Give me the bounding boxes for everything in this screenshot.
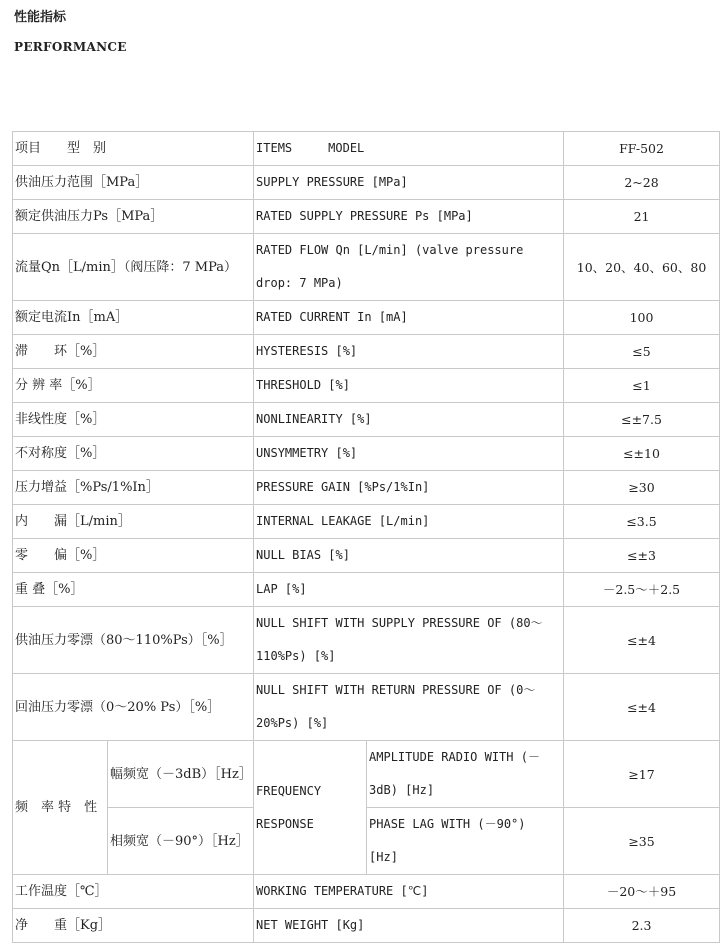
table-row [13, 200, 720, 234]
freq-amplitude-label-en: AMPLITUDE RADIO WITH (－3dB) [Hz] [367, 741, 564, 808]
table-row [13, 301, 720, 335]
table-row [13, 335, 720, 369]
freq-group-label-cn: 频 率 特 性 [13, 741, 108, 875]
performance-table [12, 131, 720, 943]
row-value: FF-502 [564, 132, 720, 166]
freq-amplitude-label-cn: 幅频宽（－3dB）［Hz］ [108, 741, 254, 808]
table-row [13, 909, 720, 943]
table-row [13, 471, 720, 505]
row-label-cn: 供油压力范围［MPa］ [13, 166, 254, 200]
row-value: ≤±10 [564, 437, 720, 471]
row-value: 100 [564, 301, 720, 335]
freq-phase-value: ≥35 [564, 808, 720, 875]
row-label-cn: 项目 型 别 [13, 132, 254, 166]
freq-group-label-en: FREQUENCY RESPONSE [254, 741, 367, 875]
row-label-cn: 内 漏［L/min］ [13, 505, 254, 539]
freq-phase-label-en: PHASE LAG WITH (－90°) [Hz] [367, 808, 564, 875]
table-row [13, 369, 720, 403]
row-label-cn: 分 辨 率［%］ [13, 369, 254, 403]
table-row-frequency-amplitude [13, 741, 720, 808]
table-row [13, 166, 720, 200]
row-label-cn: 供油压力零漂（80～110%Ps）［%］ [13, 607, 254, 674]
table-row [13, 674, 720, 741]
row-label-en: UNSYMMETRY [%] [254, 437, 564, 471]
table-row [13, 573, 720, 607]
row-value: ≤5 [564, 335, 720, 369]
row-label-cn: 流量Qn［L/min］（阀压降：7 MPa） [13, 234, 254, 301]
table-row [13, 505, 720, 539]
row-value: ≥30 [564, 471, 720, 505]
row-value: ≤±4 [564, 607, 720, 674]
row-label-en: THRESHOLD [%] [254, 369, 564, 403]
row-label-cn: 非线性度［%］ [13, 403, 254, 437]
row-label-en: SUPPLY PRESSURE [MPa] [254, 166, 564, 200]
row-label-cn: 重 叠［%］ [13, 573, 254, 607]
row-label-cn: 额定电流In［mA］ [13, 301, 254, 335]
row-label-en: RATED FLOW Qn [L/min] (valve pressure drop: 7 MPa) [254, 234, 564, 301]
row-label-en: ITEMS MODEL [254, 132, 564, 166]
row-value: ≤3.5 [564, 505, 720, 539]
row-label-en: NONLINEARITY [%] [254, 403, 564, 437]
row-value: 2.3 [564, 909, 720, 943]
row-value: －2.5～＋2.5 [564, 573, 720, 607]
row-label-cn: 压力增益［%Ps/1%In］ [13, 471, 254, 505]
row-value: ≤1 [564, 369, 720, 403]
row-label-en: RATED SUPPLY PRESSURE Ps [MPa] [254, 200, 564, 234]
row-label-cn: 回油压力零漂（0～20% Ps）［%］ [13, 674, 254, 741]
row-label-en: NULL SHIFT WITH RETURN PRESSURE OF (0～20%Ps) [%] [254, 674, 564, 741]
section-title-en: PERFORMANCE [14, 40, 127, 54]
freq-phase-label-cn: 相频宽（－90°）［Hz］ [108, 808, 254, 875]
row-value: 2~28 [564, 166, 720, 200]
row-label-cn: 滞 环［%］ [13, 335, 254, 369]
table-row [13, 234, 720, 301]
table-row [13, 875, 720, 909]
table-row [13, 403, 720, 437]
row-label-cn: 工作温度［℃］ [13, 875, 254, 909]
section-title-cn: 性能指标 [14, 10, 67, 25]
row-label-en: PRESSURE GAIN [%Ps/1%In] [254, 471, 564, 505]
table-row-frequency-phase [13, 808, 720, 875]
table-row [13, 132, 720, 166]
row-label-cn: 零 偏［%］ [13, 539, 254, 573]
row-value: ≤±3 [564, 539, 720, 573]
row-value: 10、20、40、60、80 [564, 234, 720, 301]
row-value: ≤±4 [564, 674, 720, 741]
row-label-en: WORKING TEMPERATURE [℃] [254, 875, 564, 909]
row-label-en: INTERNAL LEAKAGE [L/min] [254, 505, 564, 539]
row-label-en: NULL SHIFT WITH SUPPLY PRESSURE OF (80～110%Ps) [%] [254, 607, 564, 674]
row-label-cn: 额定供油压力Ps［MPa］ [13, 200, 254, 234]
table-row [13, 539, 720, 573]
row-label-cn: 不对称度［%］ [13, 437, 254, 471]
row-value: 21 [564, 200, 720, 234]
table-row [13, 437, 720, 471]
row-label-en: NET WEIGHT [Kg] [254, 909, 564, 943]
row-value: －20～＋95 [564, 875, 720, 909]
row-label-en: LAP [%] [254, 573, 564, 607]
row-label-en: RATED CURRENT In [mA] [254, 301, 564, 335]
row-value: ≤±7.5 [564, 403, 720, 437]
row-label-en: HYSTERESIS [%] [254, 335, 564, 369]
table-row [13, 607, 720, 674]
row-label-cn: 净 重［Kg］ [13, 909, 254, 943]
freq-amplitude-value: ≥17 [564, 741, 720, 808]
row-label-en: NULL BIAS [%] [254, 539, 564, 573]
